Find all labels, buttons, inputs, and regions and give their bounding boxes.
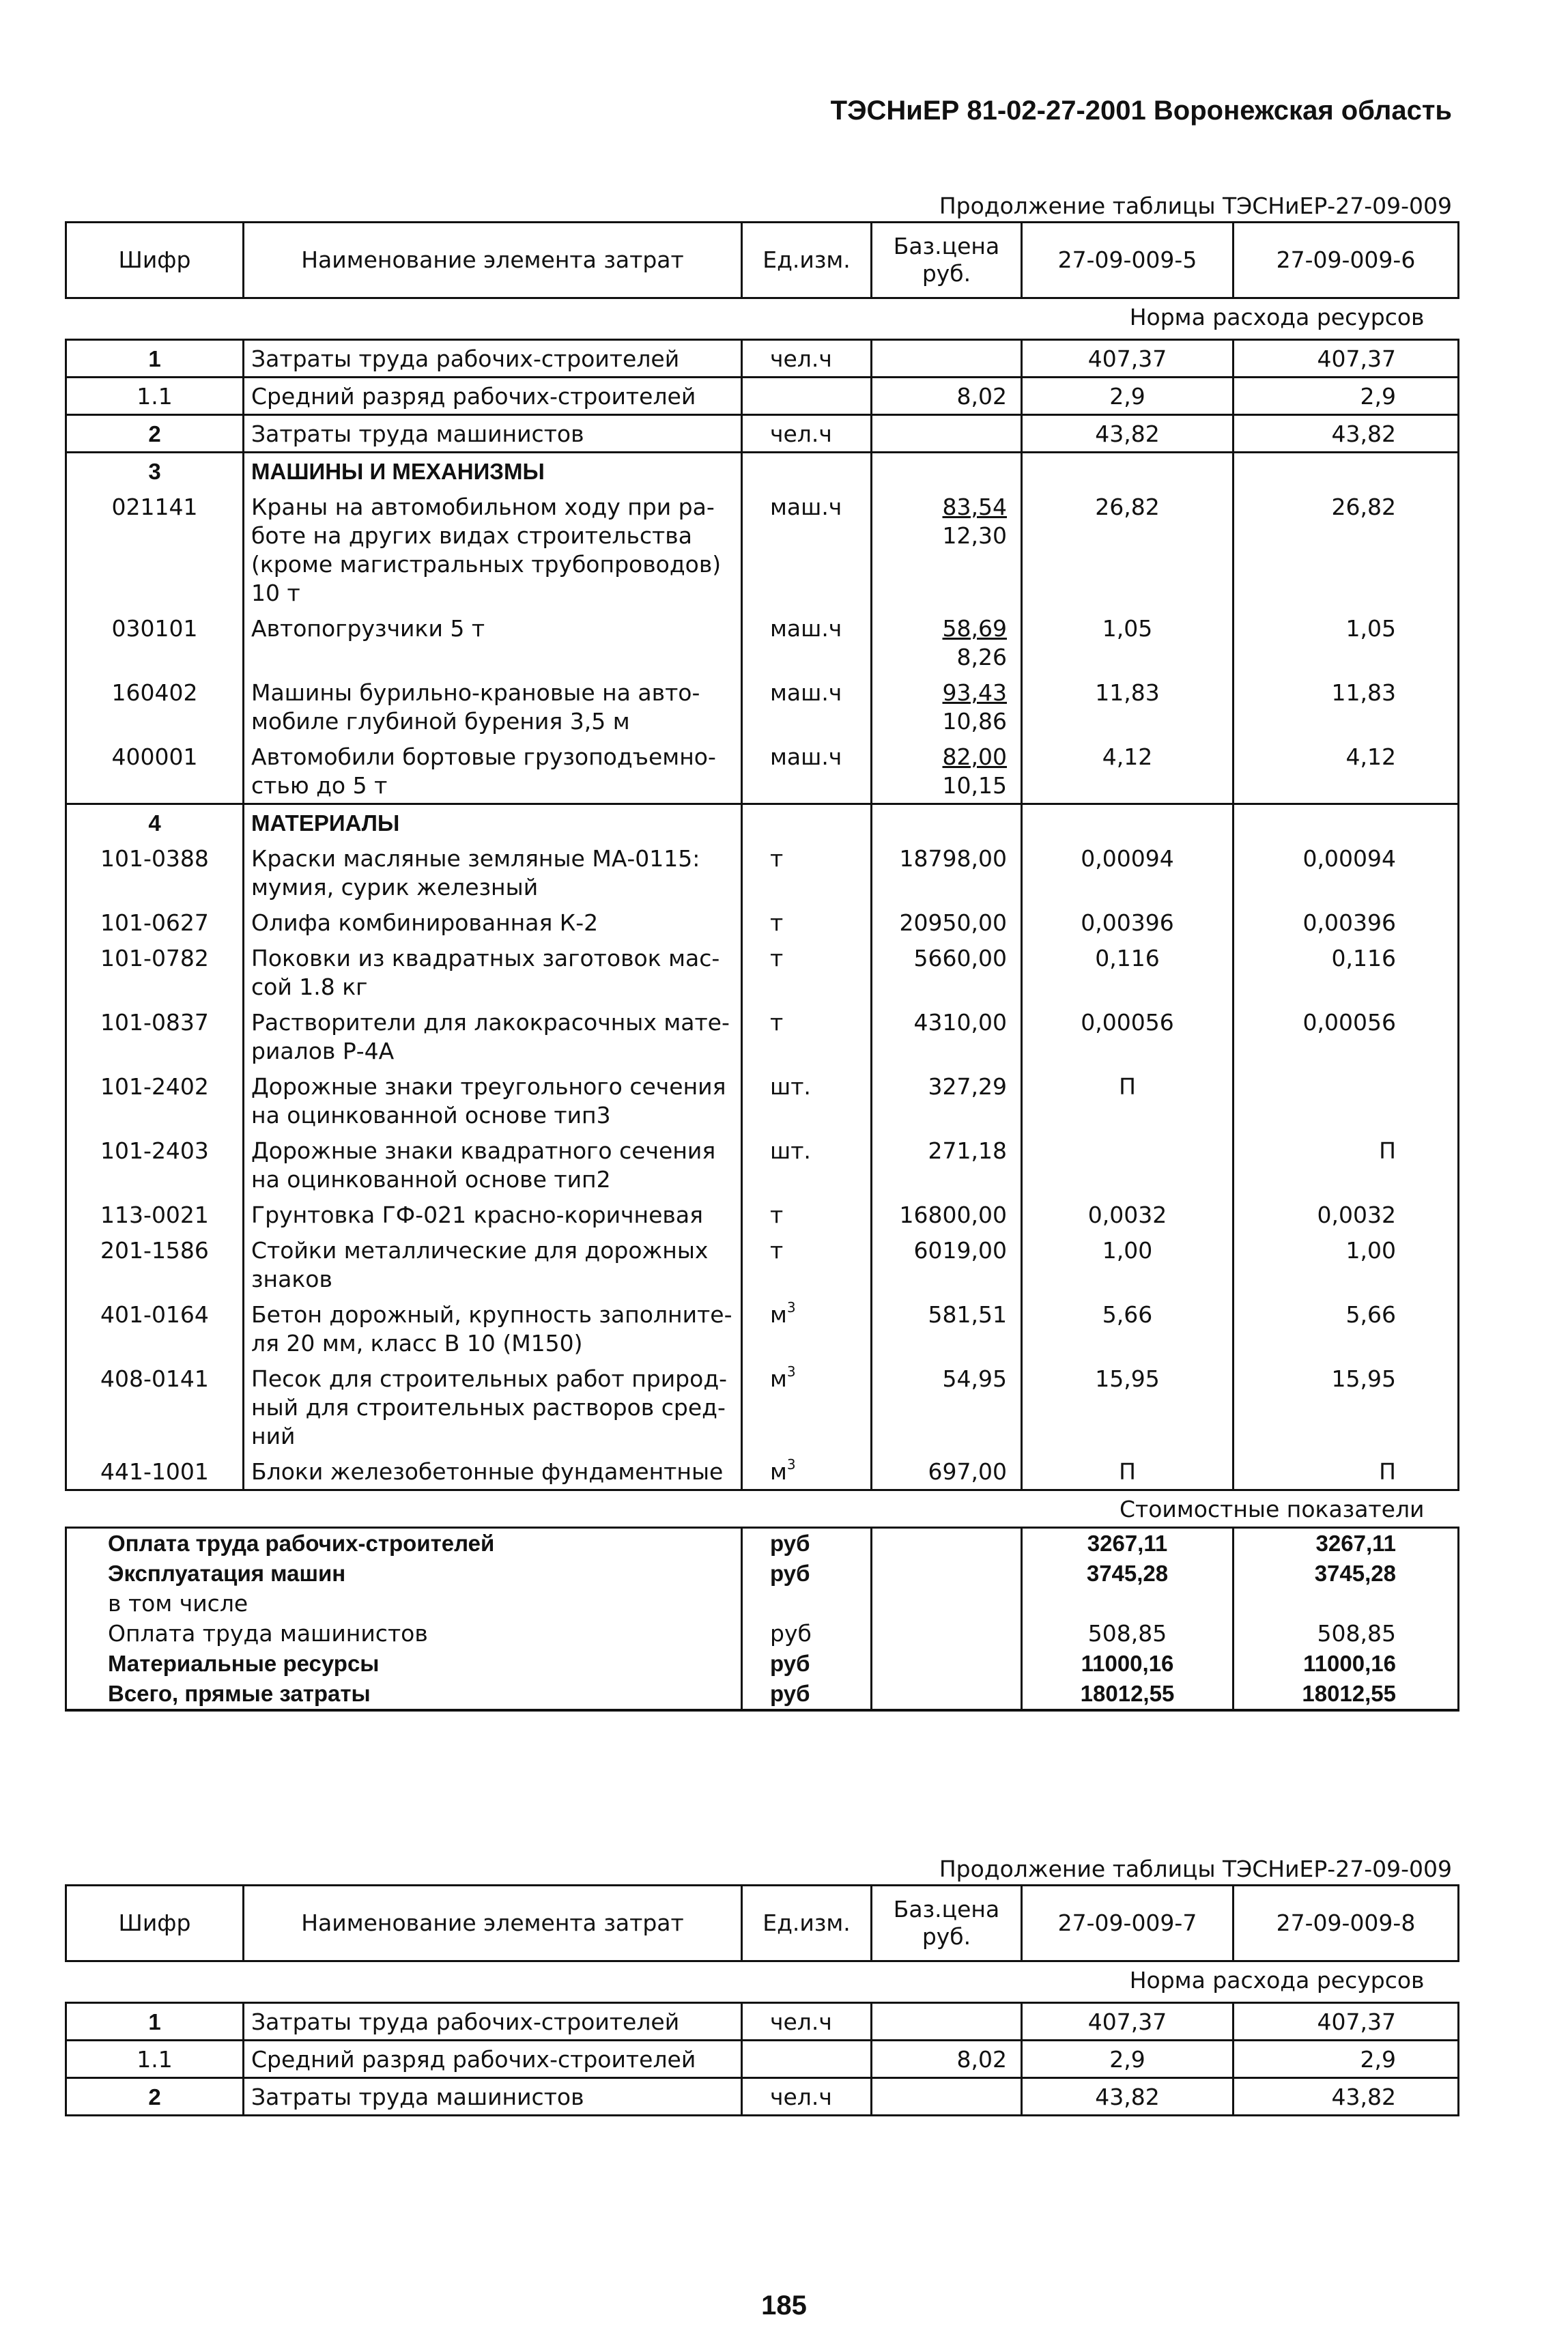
row-rate-b: 26,82 xyxy=(1234,489,1459,610)
table-row xyxy=(66,378,1459,415)
norm-label-row xyxy=(66,298,1459,340)
row-rate-a: 43,82 xyxy=(1022,2078,1234,2116)
row-price xyxy=(872,2041,1022,2078)
row-code: 1 xyxy=(66,2003,244,2041)
row-code: 441-1001 xyxy=(66,1453,244,1490)
row-rate-a xyxy=(1022,1133,1234,1197)
row-price xyxy=(872,1004,1022,1068)
page-number: 185 xyxy=(761,2290,807,2321)
row-rate-b: П xyxy=(1234,1133,1459,1197)
row-code: 101-2403 xyxy=(66,1133,244,1197)
cost-row xyxy=(66,1619,1459,1649)
row-rate-b: 407,37 xyxy=(1234,2003,1459,2041)
row-price xyxy=(872,1197,1022,1232)
empty-cell xyxy=(1234,804,1459,841)
cost-row xyxy=(66,1528,1459,1559)
table-header-row xyxy=(66,1886,1459,1961)
col-header-price: Баз.цена руб. xyxy=(872,1886,1022,1961)
row-rate-a: 0,116 xyxy=(1022,940,1234,1004)
unit-text: т xyxy=(770,1237,784,1264)
section-code: 3 xyxy=(66,453,244,490)
row-unit xyxy=(742,378,872,415)
col-header-rate-6: 27-09-009-6 xyxy=(1234,223,1459,298)
cost-name: Материальные ресурсы xyxy=(66,1649,742,1679)
empty-cell xyxy=(742,453,872,490)
table-row xyxy=(66,1004,1459,1068)
section-name: МАШИНЫ И МЕХАНИЗМЫ xyxy=(244,453,742,490)
row-code: 1.1 xyxy=(66,2041,244,2078)
table-row xyxy=(66,2003,1459,2041)
row-unit xyxy=(742,675,872,739)
row-name: Олифа комбинированная К-2 xyxy=(244,905,742,940)
price-value: 20950,00 xyxy=(899,909,1007,936)
price-value: 54,95 xyxy=(942,1365,1007,1392)
row-unit xyxy=(742,1453,872,1490)
row-code: 030101 xyxy=(66,610,244,675)
row-unit xyxy=(742,1361,872,1453)
row-unit xyxy=(742,489,872,610)
cost-name: Оплата труда машинистов xyxy=(66,1619,742,1649)
empty-cell xyxy=(742,804,872,841)
row-rate-b: 407,37 xyxy=(1234,340,1459,378)
cost-unit xyxy=(742,1589,872,1619)
row-name: Краны на автомобильном ходу при ра-боте на других видах строительства (кроме магистральных трубопроводов) 10 т xyxy=(244,489,742,610)
row-rate-a: 11,83 xyxy=(1022,675,1234,739)
row-unit xyxy=(742,840,872,905)
cost-value-a xyxy=(1022,1589,1234,1619)
row-rate-b: 11,83 xyxy=(1234,675,1459,739)
unit-text: маш.ч xyxy=(770,743,842,770)
col-header-name: Наименование элемента затрат xyxy=(244,1886,742,1961)
row-rate-a: 0,0032 xyxy=(1022,1197,1234,1232)
cost-name: Эксплуатация машин xyxy=(66,1559,742,1589)
section-code: 4 xyxy=(66,804,244,841)
operator-wage-value: 8,26 xyxy=(956,644,1007,670)
price-value: 697,00 xyxy=(928,1458,1007,1485)
cost-label-row xyxy=(66,1490,1459,1528)
cost-value-b: 18012,55 xyxy=(1234,1679,1459,1710)
row-unit xyxy=(742,1133,872,1197)
empty-cell xyxy=(872,1619,1022,1649)
row-rate-a: 15,95 xyxy=(1022,1361,1234,1453)
row-name: Средний разряд рабочих-строителей xyxy=(244,378,742,415)
row-unit xyxy=(742,940,872,1004)
row-unit xyxy=(742,340,872,378)
row-code: 201-1586 xyxy=(66,1232,244,1296)
row-unit xyxy=(742,1004,872,1068)
col-header-price: Баз.цена руб. xyxy=(872,223,1022,298)
row-rate-b: П xyxy=(1234,1453,1459,1490)
row-unit xyxy=(742,1296,872,1361)
row-name: Дорожные знаки треугольного сечения на оцинкованной основе тип3 xyxy=(244,1068,742,1133)
row-code: 113-0021 xyxy=(66,1197,244,1232)
row-rate-b: 2,9 xyxy=(1234,2041,1459,2078)
row-code: 2 xyxy=(66,2078,244,2116)
operator-wage-value: 12,30 xyxy=(942,522,1007,549)
row-price xyxy=(872,378,1022,415)
cost-unit: руб xyxy=(742,1528,872,1559)
cost-value-a: 508,85 xyxy=(1022,1619,1234,1649)
row-name: Блоки железобетонные фундаментные xyxy=(244,1453,742,1490)
row-rate-b: 0,116 xyxy=(1234,940,1459,1004)
cost-value-b: 508,85 xyxy=(1234,1619,1459,1649)
table-row xyxy=(66,1361,1459,1453)
operator-wage-value: 10,86 xyxy=(942,708,1007,735)
table-row xyxy=(66,1232,1459,1296)
row-unit xyxy=(742,2078,872,2116)
resource-table-1 xyxy=(65,221,1459,1712)
row-rate-a: 407,37 xyxy=(1022,2003,1234,2041)
row-price xyxy=(872,415,1022,453)
price-value: 8,02 xyxy=(956,2046,1007,2073)
empty-cell xyxy=(872,1528,1022,1559)
row-name: Автопогрузчики 5 т xyxy=(244,610,742,675)
row-rate-b: 15,95 xyxy=(1234,1361,1459,1453)
empty-cell xyxy=(1022,453,1234,490)
row-price xyxy=(872,840,1022,905)
table-caption: Продолжение таблицы ТЭСНиЕР-27-09-009 xyxy=(939,1856,1452,1882)
row-code: 400001 xyxy=(66,739,244,804)
cost-value-a: 11000,16 xyxy=(1022,1649,1234,1679)
row-unit xyxy=(742,1197,872,1232)
row-unit xyxy=(742,905,872,940)
empty-cell xyxy=(872,1559,1022,1589)
row-rate-b: 1,05 xyxy=(1234,610,1459,675)
empty-cell xyxy=(872,453,1022,490)
row-rate-a: 0,00396 xyxy=(1022,905,1234,940)
cost-name: Всего, прямые затраты xyxy=(66,1679,742,1710)
resource-table-2 xyxy=(65,1884,1459,2116)
table-row xyxy=(66,2041,1459,2078)
cost-value-b xyxy=(1234,1589,1459,1619)
price-value: 327,29 xyxy=(928,1073,1007,1100)
row-rate-b: 0,00396 xyxy=(1234,905,1459,940)
table-row xyxy=(66,739,1459,804)
table-row xyxy=(66,1453,1459,1490)
row-rate-b: 5,66 xyxy=(1234,1296,1459,1361)
price-value: 16800,00 xyxy=(899,1202,1007,1228)
row-rate-a: 26,82 xyxy=(1022,489,1234,610)
empty-cell xyxy=(872,1679,1022,1710)
row-price xyxy=(872,2078,1022,2116)
col-header-rate-7: 27-09-009-7 xyxy=(1022,1886,1234,1961)
row-code: 1.1 xyxy=(66,378,244,415)
row-name: Стойки металлические для дорожных знаков xyxy=(244,1232,742,1296)
row-code: 2 xyxy=(66,415,244,453)
norm-label: Норма расхода ресурсов xyxy=(66,298,1459,340)
table-row xyxy=(66,940,1459,1004)
unit-text: т xyxy=(770,909,784,936)
unit-text: чел.ч xyxy=(770,2009,832,2035)
empty-cell xyxy=(872,804,1022,841)
cost-value-b: 11000,16 xyxy=(1234,1649,1459,1679)
table-row xyxy=(66,840,1459,905)
row-rate-a: 0,00094 xyxy=(1022,840,1234,905)
unit-superscript: 3 xyxy=(786,1299,796,1316)
price-value: 271,18 xyxy=(928,1137,1007,1164)
norm-label: Норма расхода ресурсов xyxy=(66,1961,1459,2003)
row-price xyxy=(872,1068,1022,1133)
table-row xyxy=(66,1197,1459,1232)
price-value: 8,02 xyxy=(956,383,1007,410)
cost-value-a: 18012,55 xyxy=(1022,1679,1234,1710)
unit-text: маш.ч xyxy=(770,615,842,642)
unit-text: т xyxy=(770,845,784,872)
row-name: Краски масляные земляные МА-0115: мумия, сурик железный xyxy=(244,840,742,905)
unit-text: чел.ч xyxy=(770,345,832,372)
row-code: 160402 xyxy=(66,675,244,739)
price-value: 58,69 xyxy=(942,615,1007,642)
row-price xyxy=(872,675,1022,739)
row-rate-a: П xyxy=(1022,1068,1234,1133)
cost-value-a: 3267,11 xyxy=(1022,1528,1234,1559)
row-rate-a: 1,00 xyxy=(1022,1232,1234,1296)
row-rate-a: 5,66 xyxy=(1022,1296,1234,1361)
row-code: 1 xyxy=(66,340,244,378)
row-price xyxy=(872,739,1022,804)
col-header-unit: Ед.изм. xyxy=(742,223,872,298)
row-price xyxy=(872,2003,1022,2041)
row-price xyxy=(872,610,1022,675)
operator-wage-value: 10,15 xyxy=(942,772,1007,799)
unit-text: т xyxy=(770,945,784,971)
row-price xyxy=(872,340,1022,378)
price-value: 82,00 xyxy=(942,743,1007,770)
unit-text: м xyxy=(770,1458,787,1485)
row-rate-b: 43,82 xyxy=(1234,415,1459,453)
row-unit xyxy=(742,1232,872,1296)
col-header-rate-8: 27-09-009-8 xyxy=(1234,1886,1459,1961)
row-rate-a: 2,9 xyxy=(1022,2041,1234,2078)
empty-cell xyxy=(872,1589,1022,1619)
row-code: 401-0164 xyxy=(66,1296,244,1361)
unit-text: шт. xyxy=(770,1073,811,1100)
cost-row xyxy=(66,1679,1459,1710)
row-code: 101-0837 xyxy=(66,1004,244,1068)
unit-text: чел.ч xyxy=(770,2084,832,2110)
row-price xyxy=(872,1232,1022,1296)
cost-unit: руб xyxy=(742,1679,872,1710)
row-name: Поковки из квадратных заготовок мас-сой 1.8 кг xyxy=(244,940,742,1004)
col-header-name: Наименование элемента затрат xyxy=(244,223,742,298)
cost-label: Стоимостные показатели xyxy=(66,1490,1459,1528)
table-caption: Продолжение таблицы ТЭСНиЕР-27-09-009 xyxy=(939,193,1452,219)
unit-superscript: 3 xyxy=(786,1363,796,1380)
section-name: МАТЕРИАЛЫ xyxy=(244,804,742,841)
cost-name: Оплата труда рабочих-строителей xyxy=(66,1528,742,1559)
unit-text: маш.ч xyxy=(770,679,842,706)
price-value: 581,51 xyxy=(928,1301,1007,1328)
row-price xyxy=(872,905,1022,940)
price-value: 18798,00 xyxy=(899,845,1007,872)
row-name: Бетон дорожный, крупность заполните-ля 20 мм, класс В 10 (М150) xyxy=(244,1296,742,1361)
row-rate-a: 1,05 xyxy=(1022,610,1234,675)
cost-value-a: 3745,28 xyxy=(1022,1559,1234,1589)
price-value: 83,54 xyxy=(942,494,1007,520)
row-unit xyxy=(742,415,872,453)
price-value: 4310,00 xyxy=(913,1009,1007,1036)
row-price xyxy=(872,1133,1022,1197)
cost-row xyxy=(66,1649,1459,1679)
row-name: Дорожные знаки квадратного сечения на оцинкованной основе тип2 xyxy=(244,1133,742,1197)
table-row xyxy=(66,1296,1459,1361)
row-rate-b: 43,82 xyxy=(1234,2078,1459,2116)
row-rate-a: 407,37 xyxy=(1022,340,1234,378)
cost-value-b: 3267,11 xyxy=(1234,1528,1459,1559)
row-unit xyxy=(742,610,872,675)
section-row xyxy=(66,804,1459,841)
cost-name: в том числе xyxy=(66,1589,742,1619)
row-rate-b: 1,00 xyxy=(1234,1232,1459,1296)
empty-cell xyxy=(1234,453,1459,490)
table-row xyxy=(66,489,1459,610)
col-header-unit: Ед.изм. xyxy=(742,1886,872,1961)
row-name: Затраты труда рабочих-строителей xyxy=(244,340,742,378)
price-value: 5660,00 xyxy=(913,945,1007,971)
row-rate-a: 4,12 xyxy=(1022,739,1234,804)
row-name: Песок для строительных работ природ-ный для строительных растворов сред-ний xyxy=(244,1361,742,1453)
cost-row xyxy=(66,1589,1459,1619)
unit-text: м xyxy=(770,1301,787,1328)
row-price xyxy=(872,1453,1022,1490)
row-name: Растворители для лакокрасочных мате-риалов Р-4А xyxy=(244,1004,742,1068)
unit-text: т xyxy=(770,1202,784,1228)
row-name: Грунтовка ГФ-021 красно-коричневая xyxy=(244,1197,742,1232)
table-row xyxy=(66,1068,1459,1133)
row-price xyxy=(872,1361,1022,1453)
row-name: Машины бурильно-крановые на авто-мобиле глубиной бурения 3,5 м xyxy=(244,675,742,739)
row-price xyxy=(872,489,1022,610)
cost-unit: руб xyxy=(742,1649,872,1679)
price-value: 93,43 xyxy=(942,679,1007,706)
unit-text: шт. xyxy=(770,1137,811,1164)
table-row xyxy=(66,415,1459,453)
row-code: 101-0627 xyxy=(66,905,244,940)
col-header-rate-5: 27-09-009-5 xyxy=(1022,223,1234,298)
row-rate-b xyxy=(1234,1068,1459,1133)
row-unit xyxy=(742,2041,872,2078)
row-unit xyxy=(742,739,872,804)
cost-value-b: 3745,28 xyxy=(1234,1559,1459,1589)
unit-text: маш.ч xyxy=(770,494,842,520)
cost-unit: руб xyxy=(742,1559,872,1589)
row-rate-a: 43,82 xyxy=(1022,415,1234,453)
row-price xyxy=(872,1296,1022,1361)
norm-label-row xyxy=(66,1961,1459,2003)
section-row xyxy=(66,453,1459,490)
cost-row xyxy=(66,1559,1459,1589)
table-row xyxy=(66,2078,1459,2116)
row-name: Затраты труда рабочих-строителей xyxy=(244,2003,742,2041)
row-code: 408-0141 xyxy=(66,1361,244,1453)
row-rate-a: 0,00056 xyxy=(1022,1004,1234,1068)
row-rate-a: 2,9 xyxy=(1022,378,1234,415)
unit-superscript: 3 xyxy=(786,1456,796,1473)
row-code: 101-0782 xyxy=(66,940,244,1004)
row-rate-b: 4,12 xyxy=(1234,739,1459,804)
table-row xyxy=(66,905,1459,940)
row-code: 021141 xyxy=(66,489,244,610)
row-rate-b: 0,00094 xyxy=(1234,840,1459,905)
unit-text: т xyxy=(770,1009,784,1036)
row-unit xyxy=(742,1068,872,1133)
table-row xyxy=(66,340,1459,378)
unit-text: м xyxy=(770,1365,787,1392)
col-header-code: Шифр xyxy=(66,223,244,298)
row-name: Затраты труда машинистов xyxy=(244,415,742,453)
empty-cell xyxy=(872,1649,1022,1679)
document-title: ТЭСНиЕР 81-02-27-2001 Воронежская область xyxy=(830,96,1452,126)
row-rate-b: 0,00056 xyxy=(1234,1004,1459,1068)
table-row xyxy=(66,675,1459,739)
price-value: 6019,00 xyxy=(913,1237,1007,1264)
row-name: Автомобили бортовые грузоподъемно-стью до 5 т xyxy=(244,739,742,804)
row-rate-b: 0,0032 xyxy=(1234,1197,1459,1232)
row-rate-a: П xyxy=(1022,1453,1234,1490)
row-name: Средний разряд рабочих-строителей xyxy=(244,2041,742,2078)
row-rate-b: 2,9 xyxy=(1234,378,1459,415)
row-name: Затраты труда машинистов xyxy=(244,2078,742,2116)
unit-text: чел.ч xyxy=(770,421,832,447)
row-code: 101-2402 xyxy=(66,1068,244,1133)
table-row xyxy=(66,610,1459,675)
row-price xyxy=(872,940,1022,1004)
empty-cell xyxy=(1022,804,1234,841)
table-row xyxy=(66,1133,1459,1197)
col-header-code: Шифр xyxy=(66,1886,244,1961)
row-code: 101-0388 xyxy=(66,840,244,905)
table-header-row xyxy=(66,223,1459,298)
cost-unit: руб xyxy=(742,1619,872,1649)
row-unit xyxy=(742,2003,872,2041)
